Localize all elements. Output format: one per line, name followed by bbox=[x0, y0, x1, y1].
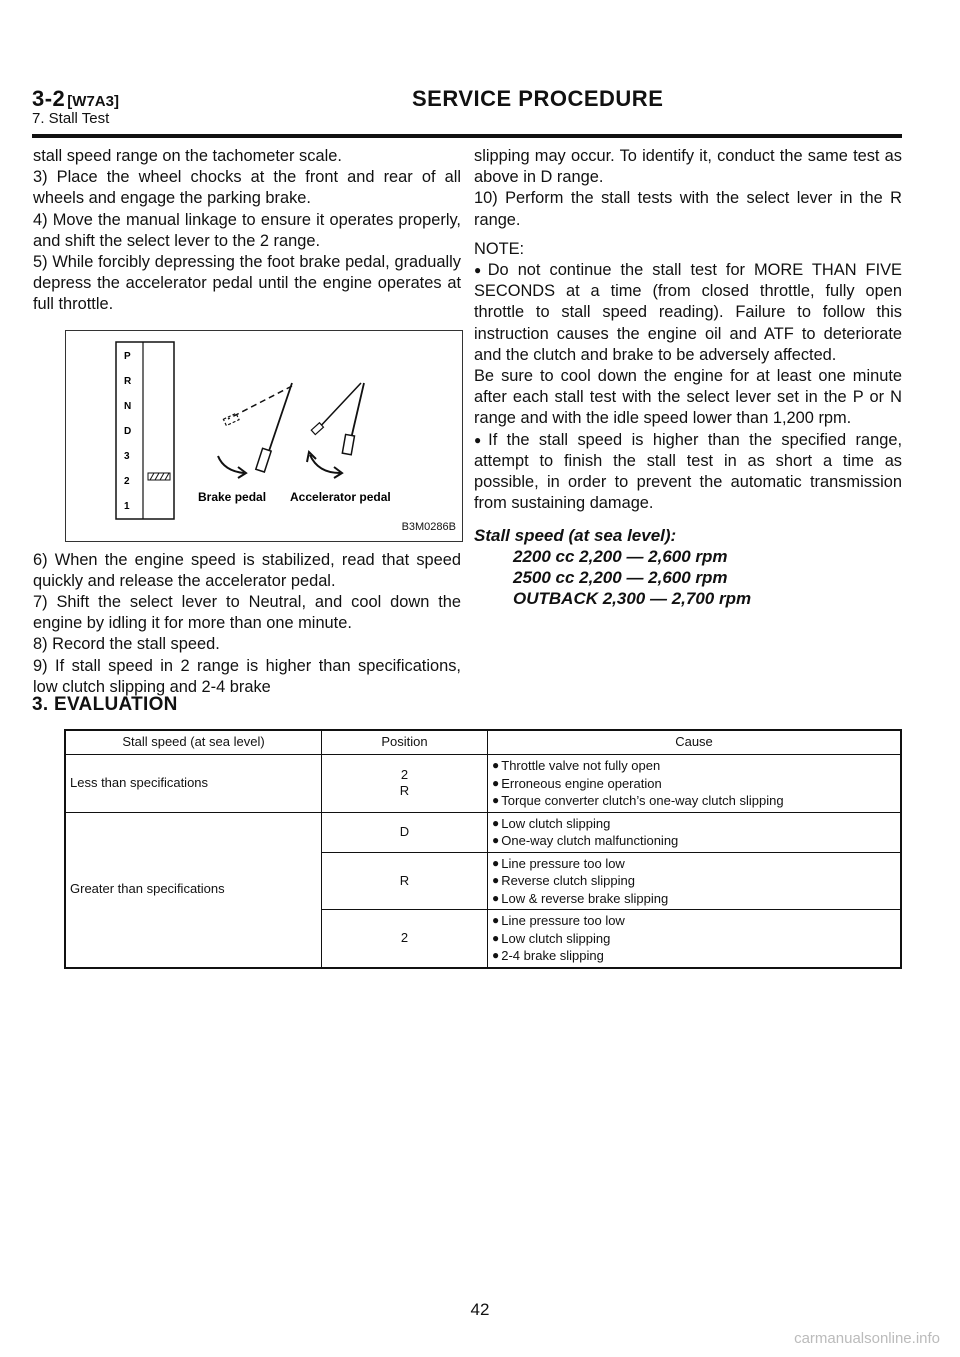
cause-cell bbox=[488, 755, 902, 813]
cause-item: ● Line pressure too low bbox=[492, 913, 625, 928]
position-2: 2 bbox=[124, 475, 130, 487]
table-row bbox=[65, 755, 901, 813]
spec-line: OUTBACK 2,300 — 2,700 rpm bbox=[513, 589, 752, 609]
position-r: R bbox=[124, 375, 132, 387]
figure-code: B3M0286B bbox=[401, 521, 456, 534]
position-d: D bbox=[124, 425, 132, 437]
cause-item: ● 2-4 brake slipping bbox=[492, 948, 604, 963]
evaluation-title: 3. EVALUATION bbox=[32, 694, 178, 715]
pedal-figure bbox=[65, 330, 463, 542]
page-header bbox=[32, 86, 902, 127]
accelerator-pedal-label: Accelerator pedal bbox=[290, 489, 391, 504]
cause-cell bbox=[488, 910, 902, 968]
stall-speed-cell: Less than specifications bbox=[65, 755, 322, 813]
cause-cell bbox=[488, 812, 902, 852]
spec-line: 2500 cc 2,200 — 2,600 rpm bbox=[513, 568, 728, 588]
cause-item: ● Line pressure too low bbox=[492, 855, 625, 871]
position-cell: D bbox=[322, 812, 488, 852]
bullet-icon: ● bbox=[474, 263, 486, 278]
right-column bbox=[474, 146, 902, 609]
page-number: 42 bbox=[470, 1300, 490, 1319]
brake-pedal-graphic bbox=[218, 383, 292, 478]
paragraph: 3) Place the wheel chocks at the front and rear of all wheels and engage the parking brake. bbox=[33, 168, 461, 208]
position-n: N bbox=[124, 400, 132, 412]
stall-speed-cell: Greater than specifications bbox=[65, 812, 322, 968]
header-position: Position bbox=[322, 730, 488, 755]
header-stall-speed: Stall speed (at sea level) bbox=[65, 730, 322, 755]
paragraph: 8) Record the stall speed. bbox=[33, 635, 220, 654]
paragraph: 6) When the engine speed is stabilized, read that speed quickly and release the accelerator pedal. bbox=[33, 550, 461, 590]
left-column bbox=[33, 146, 461, 698]
brake-pedal-label: Brake pedal bbox=[198, 489, 267, 504]
cause-item: ● Low clutch slipping bbox=[492, 815, 611, 831]
paragraph: 9) If stall speed in 2 range is higher than specifications, low clutch slipping and 2-4 brake bbox=[33, 656, 461, 696]
paragraph: slipping may occur. To identify it, conduct the same test as above in D range. bbox=[474, 147, 902, 187]
paragraph: 4) Move the manual linkage to ensure it operates properly, and shift the select lever to the 2 range. bbox=[33, 210, 461, 250]
position-p: P bbox=[124, 350, 131, 362]
header-rule bbox=[32, 134, 902, 138]
watermark: carmanualsonline.info bbox=[794, 1330, 940, 1347]
note-heading: NOTE: bbox=[474, 239, 525, 258]
note-bullet: ● Do not continue the stall test for MORE THAN FIVE SECONDS at a time (from closed throttle, fully open throttle to stall speed reading). Failure to follow this instruction causes the engine oil and ATF to deteriorate and the clutch and brake to be adversely affected. bbox=[474, 261, 902, 364]
evaluation-table bbox=[64, 729, 902, 969]
cause-item: ● Throttle valve not fully open bbox=[492, 758, 661, 773]
position-1: 1 bbox=[124, 500, 130, 512]
position-cell: 2 bbox=[322, 910, 488, 968]
cause-item: ● Reverse clutch slipping bbox=[492, 873, 635, 888]
note-bullet: ● If the stall speed is higher than the specified range, attempt to finish the stall test in as short a time as possible, in order to prevent the automatic transmission from sustaining damage. bbox=[474, 430, 903, 513]
table-row bbox=[65, 812, 901, 852]
position-3: 3 bbox=[124, 450, 130, 462]
cause-item: ● Erroneous engine operation bbox=[492, 775, 662, 791]
spec-title: Stall speed (at sea level): bbox=[474, 526, 677, 546]
page-title: SERVICE PROCEDURE bbox=[412, 86, 664, 111]
paragraph: 7) Shift the select lever to Neutral, and cool down the engine by idling it for more than one minute. bbox=[33, 593, 461, 633]
paragraph: 10) Perform the stall tests with the select lever in the R range. bbox=[474, 189, 902, 229]
accelerator-pedal-graphic bbox=[307, 383, 364, 478]
bullet-icon: ● bbox=[474, 432, 487, 447]
note-continuation: Be sure to cool down the engine for at least one minute after each stall test with the select lever set in the P or N range and with the idle speed lower than 1,200 rpm. bbox=[474, 367, 902, 428]
header-cause: Cause bbox=[488, 730, 902, 755]
position-cell: 2 R bbox=[322, 755, 488, 813]
cause-item: ● Low & reverse brake slipping bbox=[492, 890, 669, 906]
page-subtitle: 7. Stall Test bbox=[32, 110, 110, 127]
table-header-row bbox=[65, 730, 901, 755]
cause-item: ● One-way clutch malfunctioning bbox=[492, 833, 679, 848]
paragraph: stall speed range on the tachometer scale. bbox=[33, 147, 342, 165]
paragraph: 5) While forcibly depressing the foot brake pedal, gradually depress the accelerator pedal until the engine operates at full throttle. bbox=[33, 253, 461, 314]
cause-cell bbox=[488, 852, 902, 910]
section-number: 3-2 bbox=[32, 86, 66, 111]
spec-line: 2200 cc 2,200 — 2,600 rpm bbox=[513, 547, 728, 567]
cause-item: ● Low clutch slipping bbox=[492, 930, 611, 946]
cause-item: ● Torque converter clutch’s one-way clutch slipping bbox=[492, 793, 784, 808]
position-cell: R bbox=[322, 852, 488, 910]
section-code: [W7A3] bbox=[67, 93, 119, 110]
pedal-diagram bbox=[66, 331, 462, 541]
